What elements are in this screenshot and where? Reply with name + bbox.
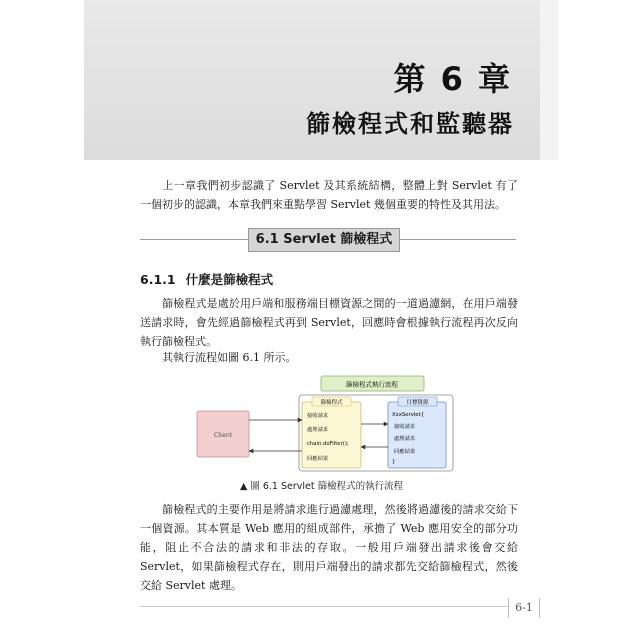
- target-step-process: 處理請求: [394, 436, 416, 442]
- intro-paragraph: [140, 176, 518, 214]
- paragraph-3: [140, 500, 518, 595]
- subsection-number: 6.1.1: [140, 272, 176, 287]
- section-heading: [140, 228, 516, 252]
- page-number: 6-1: [508, 598, 540, 618]
- target-label: 目標資源: [406, 399, 429, 406]
- filter-step-respond: 回應結果: [307, 456, 329, 462]
- subsection-title: 什麼是篩檢程式: [185, 272, 274, 287]
- paragraph-1-text: 篩檢程式是處於用戶端和服務端目標資源之間的一道過濾網，在用戶端發送請求時，會先經過篩檢程式再到 Servlet，回應時會根據執行流程再次反向執行篩檢程式。: [140, 297, 518, 348]
- paragraph-1: [140, 294, 518, 351]
- diagram-title: 篩檢程式執行流程: [346, 380, 398, 389]
- chapter-number: 第 6 章: [393, 60, 512, 98]
- target-step-receive: 接收請求: [394, 424, 416, 430]
- target-step-respond: 回應結果: [394, 449, 416, 455]
- filter-label: 篩檢程式: [320, 399, 343, 406]
- section-title: 6.1 Servlet 篩檢程式: [248, 228, 400, 252]
- filter-step-dofilter: chain.doFilter();: [307, 441, 349, 447]
- target-class-close: }: [392, 459, 396, 465]
- paragraph-3-text: 篩檢程式的主要作用是將請求進行過濾處理，然後將過濾後的請求交給下一個資源。其本質是 Web 應用的組成部件，承擔了 Web 應用安全的部分功能，阻止不合法的請求和非法的存取。一般用戶端發出請求後會交給 Servlet，如果篩檢程式存在，則用戶端發出的請求都先交給篩檢程式，然後交給 Servlet 處理。: [140, 503, 518, 592]
- subsection-heading: [140, 270, 273, 288]
- filter-step-process: 處理請求: [307, 427, 329, 433]
- paragraph-2-text: 其執行流程如圖 6.1 所示。: [162, 351, 297, 364]
- chapter-title: 篩檢程式和監聽器: [306, 110, 514, 138]
- filter-flow-diagram: [195, 375, 457, 475]
- target-class-open: XxxServlet{: [392, 412, 425, 418]
- figure-caption: ▲ 圖 6.1 Servlet 篩檢程式的執行流程: [240, 481, 404, 492]
- paragraph-2: [140, 348, 518, 367]
- client-label: Client: [213, 431, 233, 439]
- filter-step-receive: 接收請求: [307, 413, 329, 419]
- footer-rule: [140, 606, 530, 607]
- intro-text: 上一章我們初步認識了 Servlet 及其系統結構，整體上對 Servlet 有了一個初步的認識，本章我們來重點學習 Servlet 幾個重要的特性及其用法。: [140, 179, 518, 211]
